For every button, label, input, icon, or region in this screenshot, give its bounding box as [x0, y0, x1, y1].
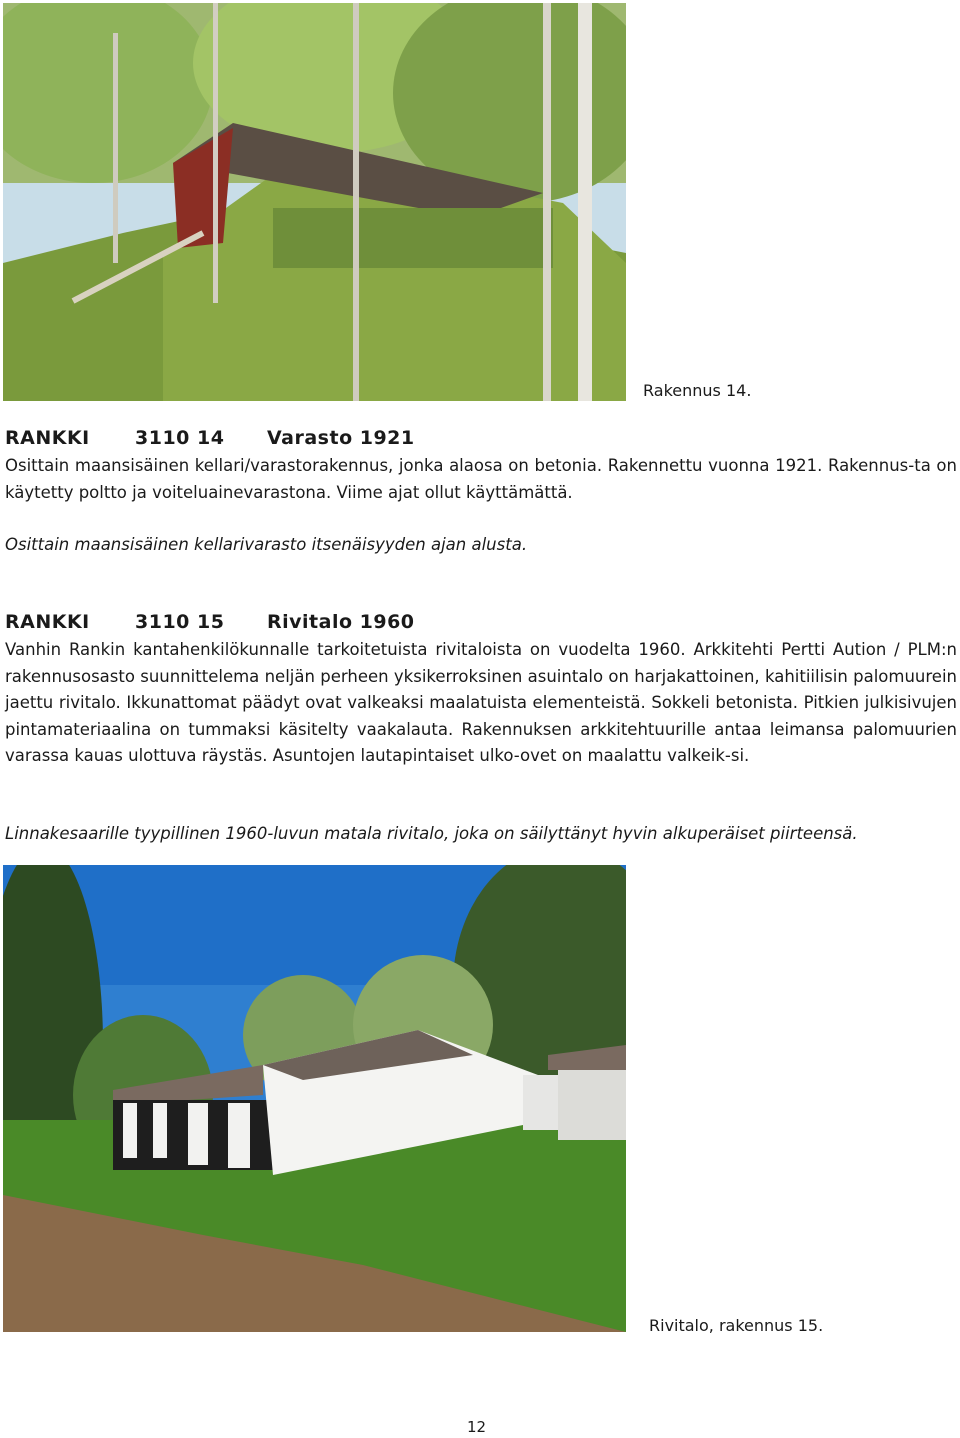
- entry14-heading: [5, 427, 415, 449]
- entry15-site: RANKKI: [5, 611, 90, 633]
- entry14-note: Osittain maansisäinen kellarivarasto itsenäisyyden ajan alusta.: [5, 535, 528, 554]
- photo-storage-building: [3, 3, 626, 401]
- page-number: 12: [467, 1418, 487, 1436]
- entry15-description: Vanhin Rankin kantahenkilökunnalle tarkoitetuista rivitaloista on vuodelta 1960. Arkkitehti Pertti Aution / PLM:n rakennusosasto suunnittelema neljän perheen yksikerroksinen asuintalo on harjakattoinen, kahitiilisin palomuurein jaettu rivitalo. Ikkunattomat päädyt ovat valkeaksi maalatuista elementeistä. Sokkeli betonista. Pitkien julkisivujen pintamateriaalina on tummaksi käsitelty vaakalauta. Rakennuksen arkkitehtuurille antaa leimansa palomuurien varassa kauas ulottuva räystäs. Asuntojen lautapintaiset ulko-ovet on maalattu valkeik-si.: [5, 640, 957, 765]
- entry14-title: Varasto 1921: [267, 427, 415, 449]
- entry14-description: Osittain maansisäinen kellari/varastorakennus, jonka alaosa on betonia. Rakennettu vuonna 1921. Rakennus-ta on käytetty poltto ja voiteluainevarastona. Viime ajat ollut käyttämättä.: [5, 456, 957, 502]
- entry14-site: RANKKI: [5, 427, 90, 449]
- entry15-note: Linnakesaarille tyypillinen 1960-luvun matala rivitalo, joka on säilyttänyt hyvin alkuperäiset piirteensä.: [5, 824, 858, 843]
- entry15-number: 3110 15: [135, 611, 225, 633]
- photo-row-house: [3, 865, 626, 1332]
- photo1-caption: Rakennus 14.: [643, 381, 752, 400]
- entry14-number: 3110 14: [135, 427, 225, 449]
- entry15-title: Rivitalo 1960: [267, 611, 415, 633]
- photo2-caption: Rivitalo, rakennus 15.: [649, 1316, 824, 1335]
- entry15-heading: [5, 611, 415, 633]
